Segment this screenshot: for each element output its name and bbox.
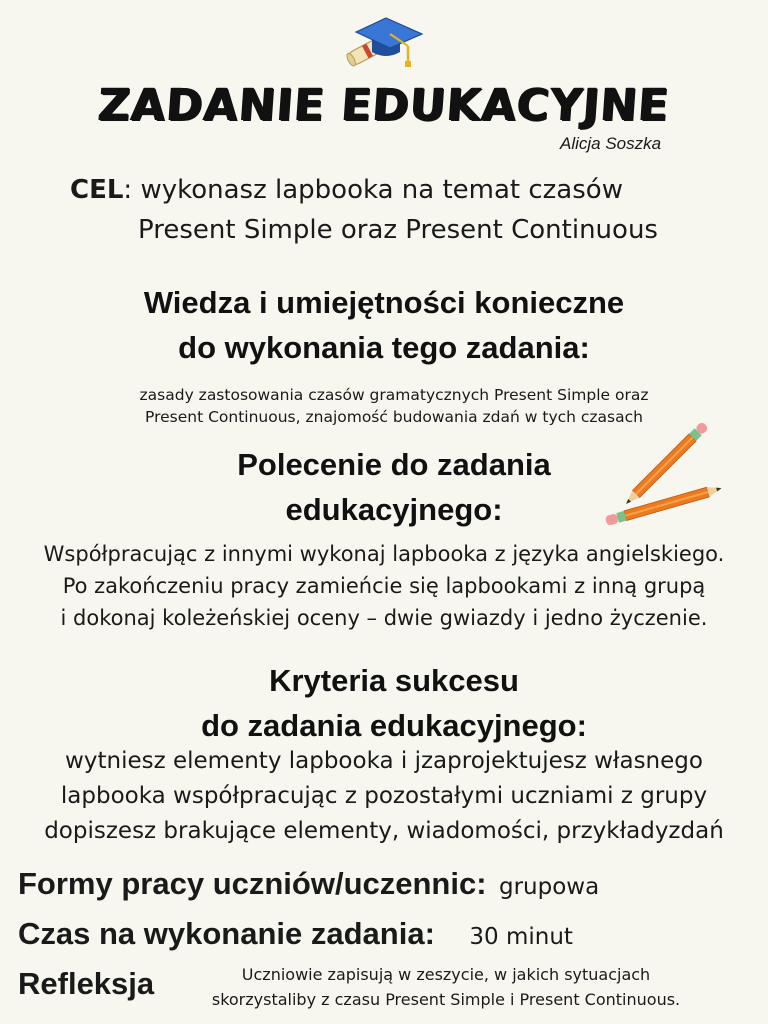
goal-section: [70, 170, 750, 250]
author-name: Alicja Soszka: [560, 134, 662, 153]
knowledge-text-line2: Present Continuous, znajomość budowania zdań w tych czasach: [145, 408, 643, 426]
criteria-text: [0, 744, 768, 849]
work-form-label: Formy pracy uczniów/uczennic:: [18, 866, 487, 901]
criteria-text-line1: wytniesz elementy lapbooka i jzaprojektujesz własnego: [65, 748, 703, 774]
instruction-text-line1: Współpracując z innymi wykonaj lapbooka z języka angielskiego.: [43, 542, 725, 566]
time-row: [18, 916, 758, 952]
goal-text-line1: : wykonasz lapbooka na temat czasów: [123, 175, 623, 205]
instruction-text-line3: i dokonaj koleżeńskiej oceny – dwie gwiazdy i jedno życzenie.: [60, 606, 708, 630]
knowledge-heading-line1: Wiedza i umiejętności konieczne: [143, 285, 625, 320]
goal-label: CEL: [70, 175, 124, 205]
criteria-heading: [0, 658, 768, 748]
knowledge-heading-line2: do wykonania tego zadania:: [178, 330, 590, 365]
reflection-text: [196, 962, 696, 1012]
instruction-heading-line1: Polecenie do zadania: [237, 447, 551, 482]
criteria-heading-line2: do zadania edukacyjnego:: [201, 708, 587, 743]
reflection-label: Refleksja: [18, 966, 155, 1001]
knowledge-text-line1: zasady zastosowania czasów gramatycznych Present Simple oraz: [139, 386, 649, 404]
page-title: ZADANIE EDUKACYJNE: [96, 80, 672, 131]
reflection-text-line1: Uczniowie zapisują w zeszycie, w jakich sytuacjach: [241, 965, 651, 984]
instruction-text: [0, 538, 768, 634]
instruction-text-line2: Po zakończeniu pracy zamieńcie się lapbookami z inną grupą: [62, 574, 706, 598]
instruction-heading: [0, 442, 768, 532]
knowledge-heading: [0, 280, 768, 370]
work-form-row: [18, 866, 758, 902]
criteria-text-line3: dopiszesz brakujące elementy, wiadomości, przykładyzdań: [44, 818, 724, 844]
work-form-value: grupowa: [499, 874, 600, 900]
instruction-heading-line2: edukacyjnego:: [285, 492, 503, 527]
time-value: 30 minut: [469, 924, 573, 950]
time-label: Czas na wykonanie zadania:: [18, 916, 435, 951]
reflection-text-line2: skorzystaliby z czasu Present Simple i Present Continuous.: [211, 990, 681, 1009]
criteria-heading-line1: Kryteria sukcesu: [269, 663, 519, 698]
criteria-text-line2: lapbooka współpracując z pozostałymi uczniami z grupy: [60, 783, 708, 809]
goal-text-line2: Present Simple oraz Present Continuous: [138, 215, 658, 245]
graduation-cap-icon: [342, 12, 426, 74]
